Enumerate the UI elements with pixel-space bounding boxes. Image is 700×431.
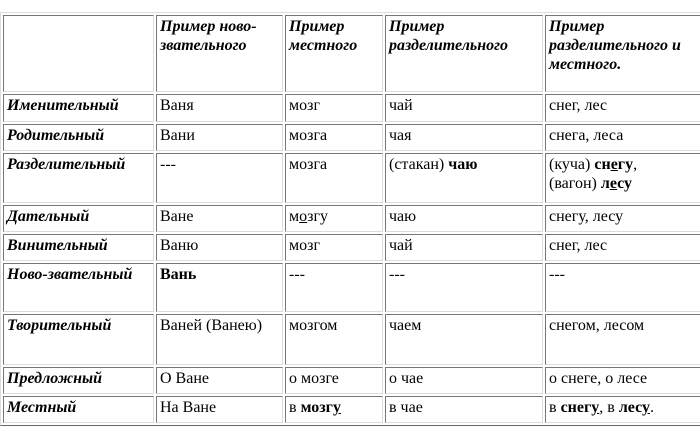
cell-bold-text: мозг bbox=[300, 398, 333, 416]
table-row bbox=[3, 234, 700, 261]
case-name: Именительный bbox=[3, 94, 154, 121]
table-cell: снегом, лесом bbox=[545, 314, 700, 364]
table-cell: о чае bbox=[385, 367, 543, 394]
table-cell: О Ване bbox=[156, 367, 283, 394]
table-cell: мозгом bbox=[285, 314, 383, 364]
header-partitive-locative-example: Пример разделительного и местного. bbox=[545, 15, 700, 92]
stress-letter: у bbox=[641, 398, 650, 416]
header-locative-example: Пример местного bbox=[285, 15, 383, 92]
table-cell: чай bbox=[385, 94, 543, 121]
stress-letter: е bbox=[609, 174, 618, 192]
table-cell: мозга bbox=[285, 153, 383, 203]
case-name: Винительный bbox=[3, 234, 154, 261]
cell-text: , в bbox=[599, 398, 619, 416]
cell-bold-text: чаю bbox=[448, 155, 478, 173]
table-cell: в чае bbox=[385, 396, 543, 423]
table-cell: мозг bbox=[285, 234, 383, 261]
table-cell: --- bbox=[156, 153, 283, 203]
cell-text: (куча) bbox=[549, 155, 595, 173]
cell-bold-text: лес bbox=[618, 398, 642, 416]
header-vocative-example: Пример ново-звательного bbox=[156, 15, 283, 92]
case-name: Родительный bbox=[3, 124, 154, 151]
header-row bbox=[3, 15, 700, 92]
table-cell: На Ване bbox=[156, 396, 283, 423]
case-name: Творительный bbox=[3, 314, 154, 364]
cell-bold-text: сн bbox=[594, 155, 611, 173]
table-row bbox=[3, 263, 700, 312]
case-name: Разделительный bbox=[3, 153, 154, 203]
table-cell: мозга bbox=[285, 124, 383, 151]
table-cell bbox=[545, 396, 700, 423]
table-cell bbox=[156, 263, 283, 312]
table-cell: чаю bbox=[385, 205, 543, 232]
cell-text: (вагон) bbox=[549, 174, 601, 192]
header-partitive-example: Пример разделительного bbox=[385, 15, 543, 92]
declension-table bbox=[0, 12, 700, 426]
table-cell bbox=[285, 205, 383, 232]
case-name: Местный bbox=[3, 396, 154, 423]
table-cell: чая bbox=[385, 124, 543, 151]
table-row bbox=[3, 205, 700, 232]
stress-letter: е bbox=[610, 155, 618, 173]
table-cell: --- bbox=[385, 263, 543, 312]
table-cell: Ване bbox=[156, 205, 283, 232]
case-name: Предложный bbox=[3, 367, 154, 394]
table-cell: Ваней (Ванею) bbox=[156, 314, 283, 364]
table-row bbox=[3, 367, 700, 394]
cell-bold-text: Вань bbox=[160, 266, 197, 284]
cell-bold-text: су bbox=[617, 174, 632, 192]
cell-bold-text: снег bbox=[560, 398, 592, 416]
table-cell: Ваню bbox=[156, 234, 283, 261]
cell-bold-text: гу bbox=[617, 155, 634, 173]
case-name: Ново-звательный bbox=[3, 263, 154, 312]
table-cell: чаем bbox=[385, 314, 543, 364]
cell-text: в bbox=[549, 398, 561, 416]
table-cell: снег, лес bbox=[545, 94, 700, 121]
cell-text: . bbox=[649, 398, 654, 416]
table-row bbox=[3, 314, 700, 364]
table-cell: Вани bbox=[156, 124, 283, 151]
corner-cell bbox=[3, 15, 154, 92]
table-row bbox=[3, 153, 700, 203]
table-row bbox=[3, 124, 700, 151]
cell-text: згу bbox=[307, 207, 329, 225]
cell-text: м bbox=[289, 207, 300, 225]
cell-text: (стакан) bbox=[389, 155, 449, 173]
stress-letter: у bbox=[332, 398, 341, 416]
table-row bbox=[3, 396, 700, 423]
table-row bbox=[3, 94, 700, 121]
table-cell: Ваня bbox=[156, 94, 283, 121]
table-cell: снега, леса bbox=[545, 124, 700, 151]
stress-letter: у bbox=[591, 398, 600, 416]
case-name: Дательный bbox=[3, 205, 154, 232]
table-cell bbox=[545, 153, 700, 203]
table-cell: мозг bbox=[285, 94, 383, 121]
table-cell bbox=[385, 153, 543, 203]
table-cell: о мозге bbox=[285, 367, 383, 394]
table-cell: снег, лес bbox=[545, 234, 700, 261]
cell-text: , bbox=[633, 155, 638, 173]
table-cell bbox=[285, 396, 383, 423]
cell-text: в bbox=[289, 398, 301, 416]
cell-bold-text: л bbox=[600, 174, 610, 192]
stress-letter: о bbox=[299, 207, 308, 225]
table-cell: о снеге, о лесе bbox=[545, 367, 700, 394]
table-cell: --- bbox=[545, 263, 700, 312]
table-cell: --- bbox=[285, 263, 383, 312]
table-cell: чай bbox=[385, 234, 543, 261]
table-cell: снегу, лесу bbox=[545, 205, 700, 232]
